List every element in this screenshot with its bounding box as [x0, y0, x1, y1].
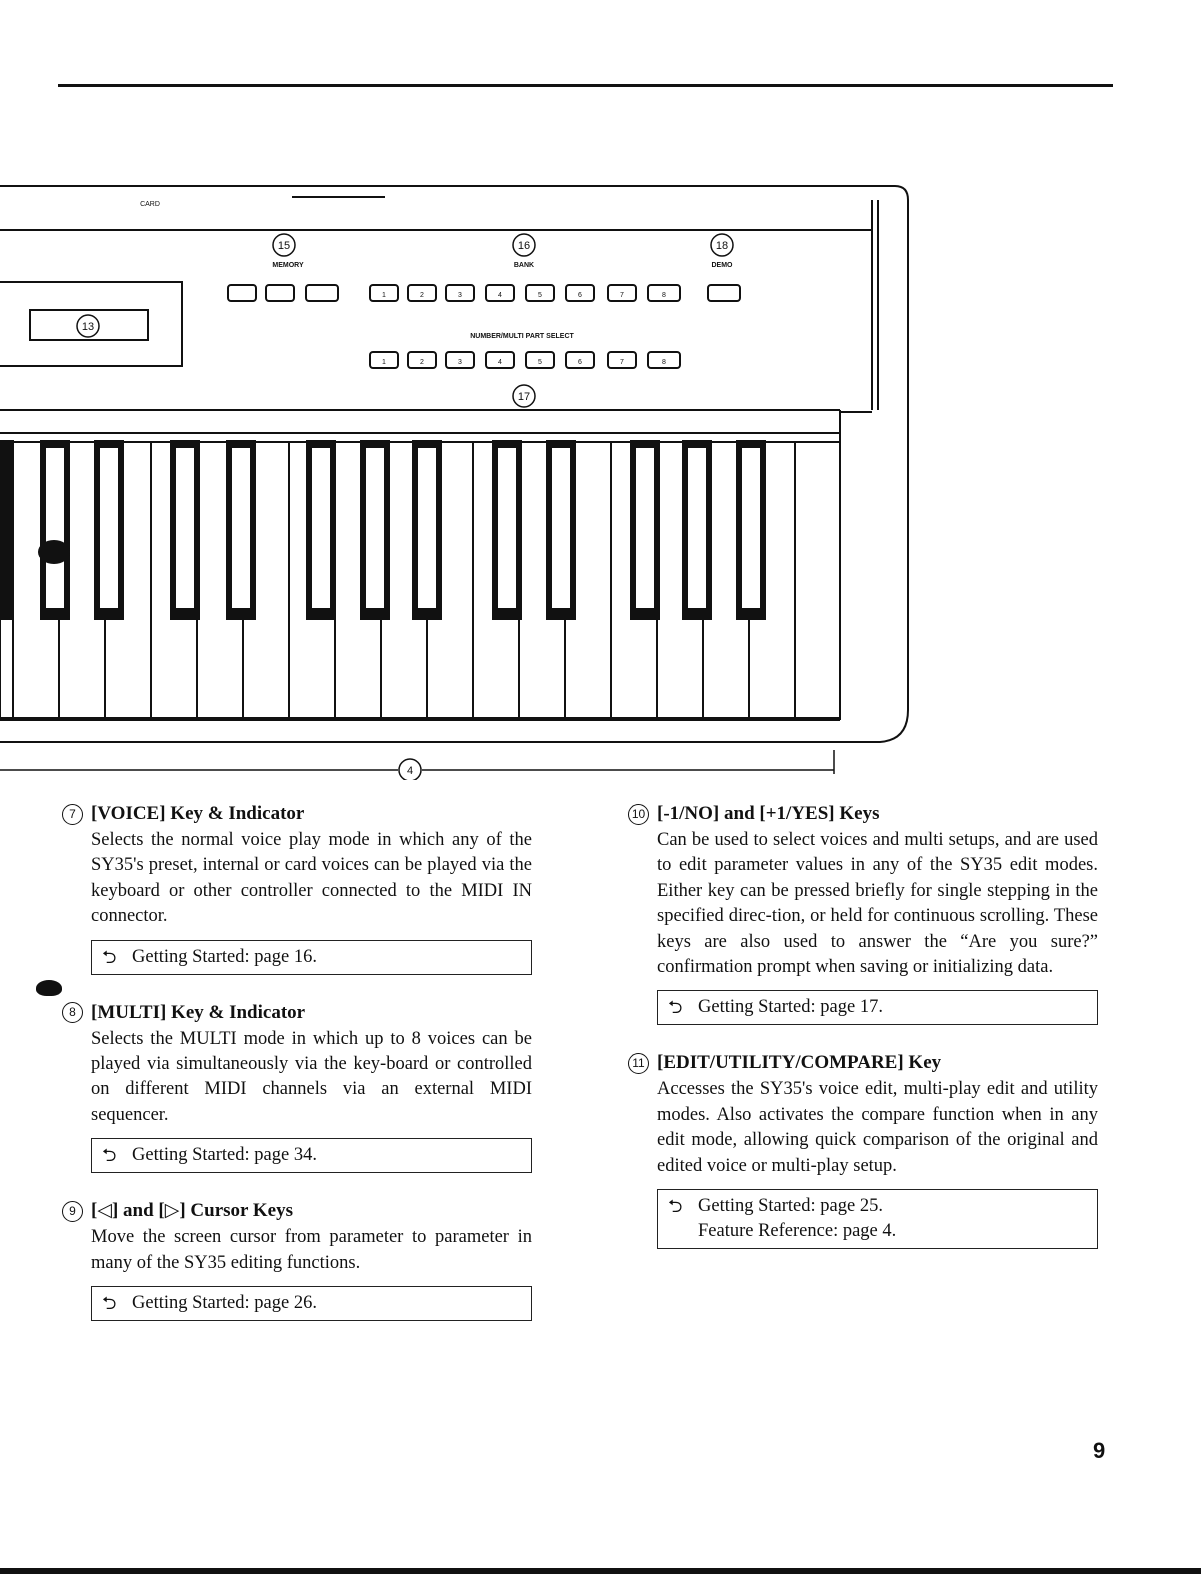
section-cursor-keys — [62, 1199, 532, 1321]
section-no-yes-keys — [628, 802, 1098, 1025]
reference-line: Getting Started: page 16. — [132, 946, 317, 967]
reference-arrow-icon: ⮌ — [668, 997, 683, 1019]
reference-arrow-icon: ⮌ — [102, 1145, 117, 1167]
reference-line: Getting Started: page 17. — [698, 997, 883, 1018]
number-button-label: 5 — [538, 292, 542, 299]
svg-text:15: 15 — [277, 240, 291, 252]
left-column — [62, 802, 532, 1347]
section-number: 8 — [62, 1002, 83, 1023]
reference-box — [91, 1138, 532, 1173]
section-number: 9 — [62, 1201, 83, 1222]
number-button-label: 8 — [662, 292, 666, 299]
margin-mark — [36, 980, 62, 996]
white-key — [795, 442, 840, 718]
section-voice-key — [62, 802, 532, 975]
black-key — [0, 440, 14, 620]
section-title: [-1/NO] and [+1/YES] Keys — [657, 803, 880, 824]
section-body: Selects the normal voice play mode in which any of the SY35's preset, internal or card voices can be played via the keyboard or other controller connected to the MIDI IN connector. — [91, 830, 532, 927]
svg-text:4: 4 — [406, 765, 414, 777]
reference-box — [91, 1286, 532, 1321]
demo-label: DEMO — [711, 262, 733, 269]
memory-button — [228, 285, 256, 301]
right-column — [628, 802, 1098, 1275]
part-button-label: 1 — [382, 359, 386, 366]
reference-box — [91, 940, 532, 975]
keyboard-illustration — [0, 180, 1201, 780]
section-title: [MULTI] Key & Indicator — [91, 1001, 306, 1023]
svg-text:13: 13 — [81, 321, 95, 333]
memory-button — [306, 285, 338, 301]
reference-arrow-icon: ⮌ — [102, 946, 117, 968]
svg-text:17: 17 — [517, 391, 531, 403]
part-button-label: 2 — [420, 359, 424, 366]
number-multi-label: NUMBER/MULTI PART SELECT — [470, 333, 574, 340]
number-button-label: 6 — [578, 292, 582, 299]
hand-pointer — [38, 540, 70, 564]
svg-text:16: 16 — [517, 240, 531, 252]
number-button-label: 2 — [420, 292, 424, 299]
number-button-label: 4 — [498, 292, 502, 299]
number-button-label: 7 — [620, 292, 624, 299]
section-body: Move the screen cursor from parameter to parameter in many of the SY35 editing functions. — [91, 1227, 532, 1273]
section-title: [EDIT/UTILITY/COMPARE] Key — [657, 1052, 942, 1074]
number-button-label: 1 — [382, 292, 386, 299]
card-label: CARD — [140, 201, 160, 208]
part-button-label: 6 — [578, 359, 582, 366]
section-number: 11 — [628, 1053, 649, 1074]
reference-box — [657, 990, 1098, 1025]
bottom-rule — [0, 1568, 1201, 1574]
section-number: 7 — [62, 804, 83, 825]
section-body: Accesses the SY35's voice edit, multi-play edit and utility modes. Also activates the compare function when in any edit mode, allowing quick comparison of the original and edited voice or multi-play setup. — [657, 1079, 1098, 1176]
part-button-label: 5 — [538, 359, 542, 366]
section-edit-utility-compare — [628, 1051, 1098, 1249]
number-button-row — [370, 285, 680, 301]
reference-arrow-icon: ⮌ — [102, 1293, 117, 1315]
demo-button — [708, 285, 740, 301]
reference-box — [657, 1189, 1098, 1249]
reference-line: Getting Started: page 25. — [698, 1196, 883, 1217]
section-body: Can be used to select voices and multi setups, and are used to edit parameter values in any of the SY35 edit modes. Either key can be pressed briefly for single stepping in the specified direc-tion, or held for continuous scrolling. These keys are also used to answer the “Are you sure?” confirmation prompt when saving or initializing data. — [657, 830, 1098, 978]
reference-line: Getting Started: page 34. — [132, 1145, 317, 1166]
part-button-label: 4 — [498, 359, 502, 366]
section-multi-key — [62, 1001, 532, 1174]
part-button-label: 3 — [458, 359, 462, 366]
svg-text:18: 18 — [715, 240, 729, 252]
reference-line: Feature Reference: page 4. — [698, 1221, 897, 1242]
number-button-label: 3 — [458, 292, 462, 299]
section-number: 10 — [628, 804, 649, 825]
top-rule — [58, 84, 1113, 87]
section-title: [◁] and [▷] Cursor Keys — [91, 1200, 293, 1222]
part-button-row — [370, 352, 680, 368]
reference-line: Getting Started: page 26. — [132, 1293, 317, 1314]
page-number: 9 — [1093, 1438, 1106, 1463]
reference-arrow-icon: ⮌ — [668, 1196, 683, 1218]
memory-button — [266, 285, 294, 301]
section-body: Selects the MULTI mode in which up to 8 voices can be played via simultaneously via the key-board or controlled on different MIDI channels via an external MIDI sequencer. — [91, 1028, 532, 1125]
part-button-label: 7 — [620, 359, 624, 366]
memory-label: MEMORY — [272, 262, 304, 269]
section-title: [VOICE] Key & Indicator — [91, 803, 305, 824]
bank-label: BANK — [513, 262, 535, 269]
part-button-label: 8 — [662, 359, 666, 366]
